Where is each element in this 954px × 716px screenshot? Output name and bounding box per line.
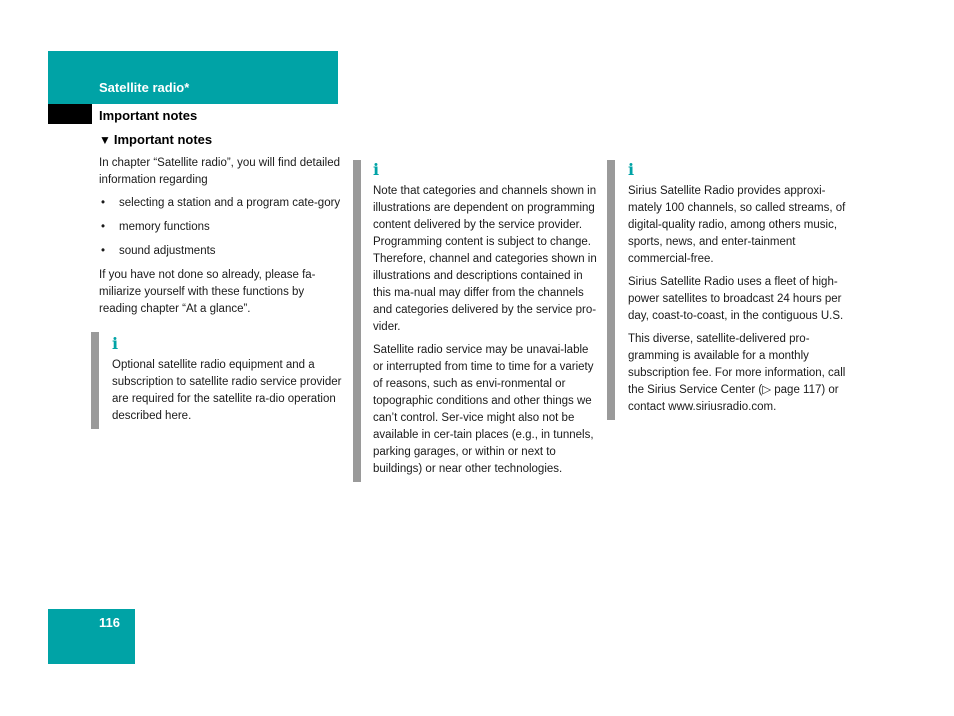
page-number-band [48,609,135,664]
list-item: • sound adjustments [99,243,343,260]
info-icon: i [628,160,635,179]
list-item: • selecting a station and a program cate-gory [99,195,343,212]
note-paragraph: Satellite radio service may be unavai-lable or interrupted from time to time for a variety of reasons, such as envi-ronmental or topographic conditions and other things we can’t control. Ser-vice might also not be available in cer-tain places (e.g., in tunnels, parking garages, or within or next to buildings) or near other technologies. [373,344,594,475]
note-text: Optional satellite radio equipment and a subscription to satellite radio service provider are required for the satellite ra-dio operation described here. [112,359,342,422]
note-paragraph: Sirius Satellite Radio provides approxi-mately 100 channels, so called streams, of digital-quality radio, among others music, sports, news, and enter-tainment commercial-free. [628,185,846,265]
section-subtitle: Important notes [99,108,198,123]
topics-list [99,195,343,260]
note-bar [607,160,615,420]
bullet-icon: • [101,245,106,257]
note-bar [353,160,361,482]
note-bar [91,332,99,429]
section-heading [99,131,343,149]
header-band [48,51,338,104]
column-3 [607,160,853,420]
intro-paragraph: In chapter “Satellite radio”, you will find detailed information regarding [99,157,340,186]
page-number: 116 [99,615,120,630]
info-icon: i [373,160,380,179]
bullet-icon: • [101,197,106,209]
info-note [607,160,853,420]
column-1 [99,131,343,429]
triangle-down-icon: ▼ [99,133,111,147]
follow-up-paragraph: If you have not done so already, please fa-miliarize yourself with these functions by reading chapter “At a glance”. [99,269,316,315]
page-title: Satellite radio* [99,80,190,95]
info-note [99,332,343,429]
section-tab-marker [48,104,92,124]
note-paragraph: Note that categories and channels shown in illustrations are dependent on programming content delivered by the service provider. Programming content is subject to change. Therefore, channel and categories shown in illustrations and descriptions contained in this ma-nual may differ from the channels and categories delivered by the service pro-vider. [373,185,597,333]
info-icon: i [112,334,119,353]
note-paragraph: This diverse, satellite-delivered pro-gramming is available for a monthly subscription fee. For more information, call the Sirius Service Center (▷ page 117) or contact www.siriusradio.com. [628,333,846,413]
list-item: • memory functions [99,219,343,236]
section-heading-label: Important notes [113,132,213,147]
note-paragraph: Sirius Satellite Radio uses a fleet of high-power satellites to broadcast 24 hours per day, coast-to-coast, in the contiguous U.S. [628,276,844,322]
column-2 [353,160,597,482]
bullet-icon: • [101,221,106,233]
info-note [353,160,597,482]
